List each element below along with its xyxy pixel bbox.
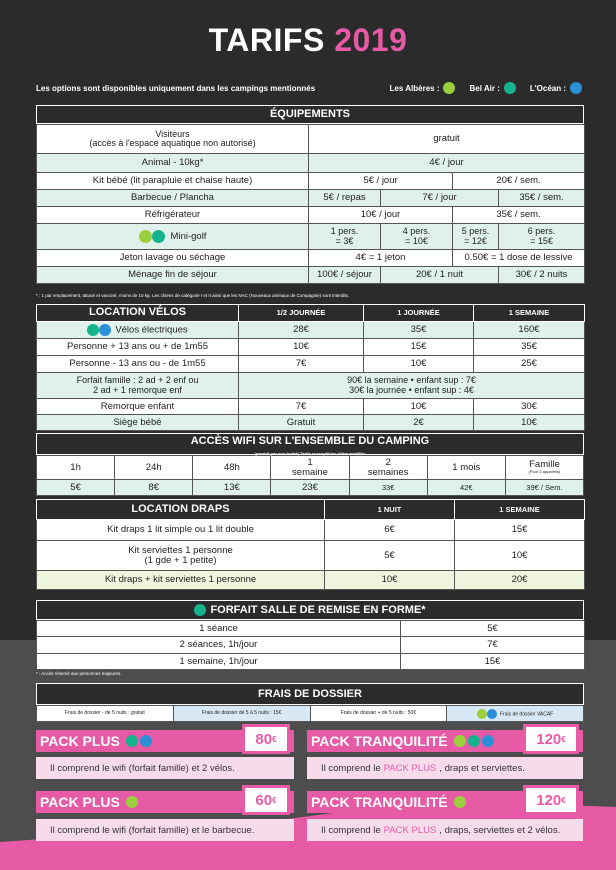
pack-desc-post: , draps, serviettes et 2 vélos. — [439, 824, 561, 836]
wifi-famille-note: (Pour 3 appareils) — [528, 469, 561, 475]
pack-price-badge — [523, 724, 579, 754]
pack-price: 80 — [255, 730, 273, 748]
pack-tranquilite-2 — [307, 791, 583, 813]
velo-child-label: Personne - 13 ans ou - de 1m55 — [37, 356, 239, 373]
velos-header: LOCATION VÉLOS — [37, 305, 239, 322]
wifi-price: 33€ — [349, 480, 427, 496]
serviettes-kit-label: Kit serviettes 1 personne (1 gde + 1 petite) — [37, 541, 325, 571]
pack-name: PACK TRANQUILITÉ — [311, 794, 448, 810]
options-note-text: Les options sont disponibles uniquement dans les campings mentionnés — [36, 84, 316, 93]
draps-price: 6€ — [325, 520, 455, 541]
camping-legend — [390, 82, 582, 94]
dossier-vacaf-label: Frais de dossier VACAF — [499, 710, 554, 717]
pack-desc-pre: Il comprend le — [321, 824, 381, 836]
green-dot-icon — [126, 796, 138, 808]
velo-price: 35€ — [474, 339, 585, 356]
remise-price: 5€ — [401, 621, 585, 637]
pack-plus-1-desc — [36, 757, 294, 779]
pack-name: PACK PLUS — [40, 733, 120, 749]
minigolf-label: Mini-golf — [170, 231, 207, 243]
visiteurs-label: Visiteurs (accès à l'espace aquatique non autorisé) — [37, 125, 309, 154]
draps-serviettes-label: Kit draps + kit serviettes 1 personne — [37, 571, 325, 590]
dossier-item: Frais de dossier de 5 à 5 nuits : 15€ — [173, 706, 310, 722]
remise-price: 15€ — [401, 654, 585, 670]
pack-desc: Il comprend le wifi (forfait famille) et 2 vélos. — [50, 762, 235, 774]
dossier-section — [36, 683, 584, 722]
remorque-price: 10€ — [364, 399, 474, 415]
teal-dot-icon — [194, 604, 206, 616]
pack-name: PACK PLUS — [40, 794, 120, 810]
minigolf-label-cell — [37, 224, 309, 250]
wifi-title: ACCÈS WIFI SUR L'ENSEMBLE DU CAMPING — [190, 435, 430, 447]
blue-dot-icon — [140, 735, 152, 747]
wifi-price: 5€ — [37, 480, 115, 496]
teal-dot-icon — [126, 735, 138, 747]
pack-price: 120 — [536, 791, 562, 809]
wifi-duration: 1 mois — [427, 456, 505, 480]
velo-price: 25€ — [474, 356, 585, 373]
velo-electrique-label-cell — [37, 322, 239, 339]
green-dot-icon — [477, 709, 487, 719]
velo-price: 35€ — [364, 322, 474, 339]
pack-price: 60 — [255, 791, 273, 809]
title-year: 2019 — [334, 22, 408, 58]
barbecue-label: Barbecue / Plancha — [37, 190, 309, 207]
remise-table — [36, 620, 585, 670]
draps-col-night: 1 NUIT — [325, 500, 455, 520]
velos-col-day: 1 JOURNÉE — [364, 305, 474, 322]
green-dot-icon — [454, 735, 466, 747]
minigolf-5: 5 pers. = 12€ — [453, 224, 499, 250]
page-title — [0, 22, 616, 59]
remise-label: 1 séance — [37, 621, 401, 637]
equipements-section — [36, 105, 584, 284]
title-main: TARIFS — [208, 22, 325, 58]
siege-price: 2€ — [364, 415, 474, 431]
jeton-2: 0.50€ = 1 dose de lessive — [453, 250, 585, 267]
remorque-price: 7€ — [239, 399, 364, 415]
equipements-footnote: * : 1 par emplacement, tatoué et vacciné, moins de 10 kg. Les chiens de catégorie I et II ainsi que les NAC (Nouveaux animaux de Compagnie) sont interdits. — [36, 293, 350, 298]
remise-footnote: * : Accès réservé aux personnes majeures. — [36, 671, 122, 676]
wifi-price: 39€ / Sem. — [505, 480, 583, 496]
pack-tranquilite-1 — [307, 730, 583, 752]
wifi-price: 8€ — [115, 480, 193, 496]
wifi-table — [36, 455, 584, 496]
pack-plus-1 — [36, 730, 294, 752]
remise-label: 2 séances, 1h/jour — [37, 637, 401, 654]
wifi-price: 42€ — [427, 480, 505, 496]
frigo-label: Réfrigérateur — [37, 207, 309, 224]
wifi-duration: 24h — [115, 456, 193, 480]
equipements-table — [36, 124, 585, 284]
pack-price-badge — [242, 785, 290, 815]
velo-price: 160€ — [474, 322, 585, 339]
frigo-day: 10€ / jour — [309, 207, 453, 224]
pack-plus-2-desc — [36, 819, 294, 841]
kit-bebe-label: Kit bébé (lit parapluie et chaise haute) — [37, 173, 309, 190]
pack-tranquilite-2-desc — [307, 819, 583, 841]
draps-table — [36, 499, 585, 590]
pack-tranquilite-1-desc — [307, 757, 583, 779]
pack-price: 120 — [536, 730, 562, 748]
pack-desc: Il comprend le wifi (forfait famille) et le barbecue. — [50, 824, 255, 836]
green-dot-icon — [139, 230, 152, 243]
remise-title: FORFAIT SALLE DE REMISE EN FORME* — [210, 604, 426, 616]
siege-label: Siège bébé — [37, 415, 239, 431]
velos-col-week: 1 SEMAINE — [474, 305, 585, 322]
wifi-duration: 48h — [193, 456, 271, 480]
blue-dot-icon — [487, 709, 497, 719]
wifi-famille-label: Famille — [529, 459, 560, 471]
menage-label: Ménage fin de séjour — [37, 267, 309, 284]
velos-table — [36, 304, 585, 431]
draps-header: LOCATION DRAPS — [37, 500, 325, 520]
jeton-1: 4€ = 1 jeton — [309, 250, 453, 267]
menage-1: 100€ / séjour — [309, 267, 381, 284]
pack-price-badge — [242, 724, 290, 754]
menage-2: 20€ / 1 nuit — [381, 267, 499, 284]
velo-price: 7€ — [239, 356, 364, 373]
pack-desc-pre: Il comprend le — [321, 762, 381, 774]
legend-alberes: Les Albères : — [390, 82, 456, 94]
velo-price: 28€ — [239, 322, 364, 339]
minigolf-1: 1 pers. = 3€ — [309, 224, 381, 250]
dossier-table — [36, 705, 584, 722]
barbecue-day: 7€ / jour — [381, 190, 499, 207]
options-note — [36, 84, 582, 98]
wifi-subtitle: (produit par non forfait) Tarifs susceptibles d'être modifiés — [254, 451, 366, 456]
velo-price: 10€ — [364, 356, 474, 373]
remorque-price: 30€ — [474, 399, 585, 415]
draps-price: 5€ — [325, 541, 455, 571]
blue-dot-icon — [99, 324, 111, 336]
pack-desc-post: , draps et serviettes. — [439, 762, 525, 774]
animal-label: Animal - 10kg* — [37, 154, 309, 173]
minigolf-6: 6 pers. = 15€ — [499, 224, 585, 250]
frigo-week: 35€ / sem. — [453, 207, 585, 224]
green-dot-icon — [443, 82, 455, 94]
dossier-header: FRAIS DE DOSSIER — [36, 683, 584, 705]
euro-sup: € — [561, 795, 566, 805]
pack-plus-2 — [36, 791, 294, 813]
remise-label: 1 semaine, 1h/jour — [37, 654, 401, 670]
pack-desc-highlight: PACK PLUS — [383, 762, 437, 774]
velo-price: 15€ — [364, 339, 474, 356]
draps-price: 10€ — [325, 571, 455, 590]
wifi-price: 13€ — [193, 480, 271, 496]
euro-sup: € — [272, 795, 277, 805]
wifi-price: 23€ — [271, 480, 349, 496]
draps-section — [36, 499, 584, 590]
teal-dot-icon — [87, 324, 99, 336]
minigolf-4: 4 pers. = 10€ — [381, 224, 453, 250]
dossier-item: Frais de dossier - de 5 nuits : gratuit — [37, 706, 174, 722]
euro-sup: € — [561, 734, 566, 744]
draps-kit-label: Kit draps 1 lit simple ou 1 lit double — [37, 520, 325, 541]
visiteurs-price: gratuit — [309, 125, 585, 154]
blue-dot-icon — [570, 82, 582, 94]
green-dot-icon — [454, 796, 466, 808]
velos-section — [36, 304, 584, 431]
animal-price: 4€ / jour — [309, 154, 585, 173]
wifi-section — [36, 433, 584, 496]
teal-dot-icon — [152, 230, 165, 243]
draps-price: 20€ — [455, 571, 585, 590]
kit-bebe-week: 20€ / sem. — [453, 173, 585, 190]
teal-dot-icon — [468, 735, 480, 747]
legend-belair: Bel Air : — [469, 82, 515, 94]
siege-price: Gratuit — [239, 415, 364, 431]
wifi-duration: 1 semaine — [271, 456, 349, 480]
forfait-famille-value: 90€ la semaine • enfant sup : 7€ 30€ la journée • enfant sup : 4€ — [239, 373, 585, 399]
kit-bebe-day: 5€ / jour — [309, 173, 453, 190]
wifi-duration: 2 semaines — [349, 456, 427, 480]
pack-desc-highlight: PACK PLUS — [383, 824, 437, 836]
equipements-header: ÉQUIPEMENTS — [36, 105, 584, 124]
remise-price: 7€ — [401, 637, 585, 654]
remise-section — [36, 600, 584, 670]
menage-3: 30€ / 2 nuits — [499, 267, 585, 284]
remise-header — [36, 600, 584, 620]
pack-price-badge — [523, 785, 579, 815]
velo-electrique-label: Vélos électriques — [115, 324, 188, 336]
draps-col-week: 1 SEMAINE — [455, 500, 585, 520]
barbecue-meal: 5€ / repas — [309, 190, 381, 207]
pack-name: PACK TRANQUILITÉ — [311, 733, 448, 749]
barbecue-week: 35€ / sem. — [499, 190, 585, 207]
blue-dot-icon — [482, 735, 494, 747]
jeton-label: Jeton lavage ou séchage — [37, 250, 309, 267]
legend-ocean: L'Océan : — [530, 82, 582, 94]
wifi-header — [36, 433, 584, 455]
draps-price: 15€ — [455, 520, 585, 541]
siege-price: 10€ — [474, 415, 585, 431]
draps-price: 10€ — [455, 541, 585, 571]
wifi-duration: 1h — [37, 456, 115, 480]
teal-dot-icon — [504, 82, 516, 94]
velo-price: 10€ — [239, 339, 364, 356]
forfait-famille-label: Forfait famille : 2 ad + 2 enf ou 2 ad + 1 remorque enf — [37, 373, 239, 399]
remorque-label: Remorque enfant — [37, 399, 239, 415]
velos-col-half-day: 1/2 JOURNÉE — [239, 305, 364, 322]
euro-sup: € — [272, 734, 277, 744]
dossier-item-vacaf — [447, 706, 584, 722]
velo-adult-label: Personne + 13 ans ou + de 1m55 — [37, 339, 239, 356]
dossier-item: Frais de dossier + de 5 nuits : 50€ — [310, 706, 447, 722]
